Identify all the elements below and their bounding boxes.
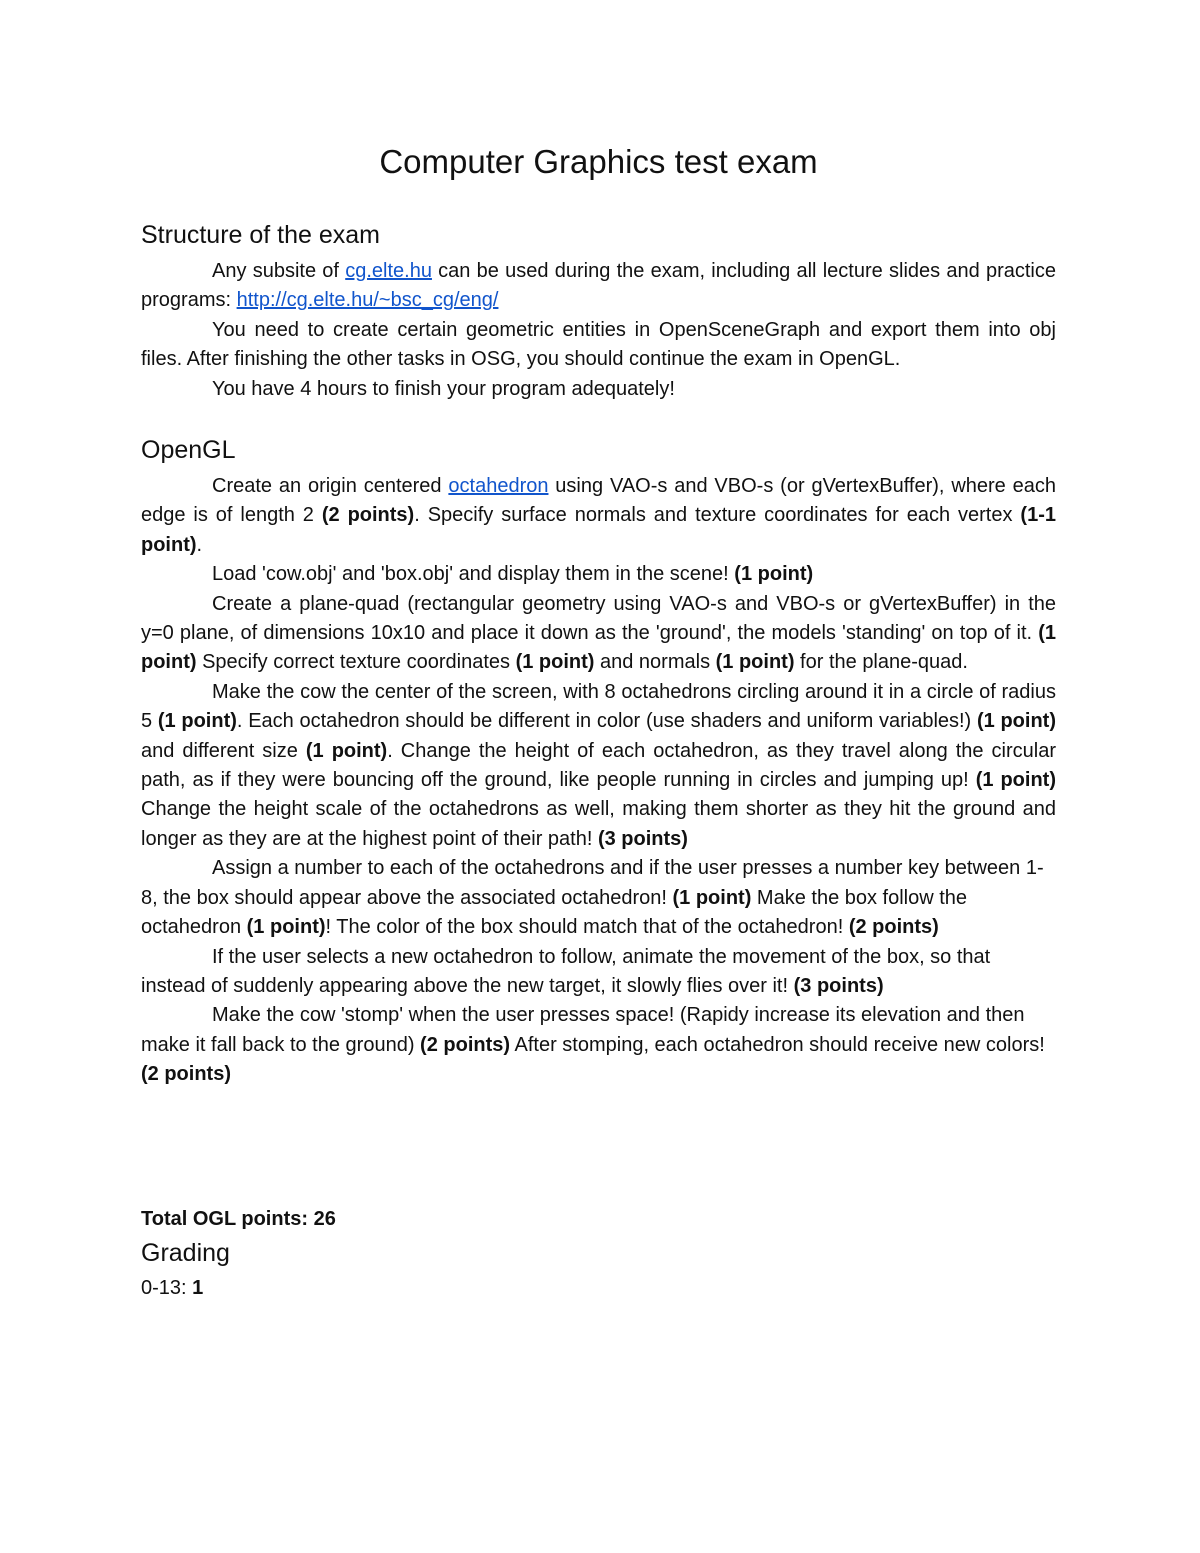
text: Make the box follow the octahedron [141,886,968,939]
bsc-cg-eng-link[interactable]: http://cg.elte.hu/~bsc_cg/eng/ [236,289,499,312]
text: can be used during the exam, including all lecture slides and practice programs: [141,260,1056,312]
points: (1 point) [305,739,388,762]
text: If the user selects a new octahedron to follow, animate the movement of the box, so that instead of suddenly appearing above the new target, it slowly flies over it! [141,945,991,997]
octahedron-link[interactable]: octahedron [448,475,549,497]
structure-paragraph-2: You need to create certain geometric entities in OpenSceneGraph and export them into obj files. After finishing the other tasks in OSG, you should continue the exam in OpenGL. [141,318,1056,371]
grade-value: 1 [192,1277,204,1299]
structure-paragraph-1 [141,257,1056,316]
points: (3 points) [597,827,688,850]
opengl-paragraph-5 [141,854,1056,942]
text: Any subsite of [212,260,346,282]
text: . [196,533,203,556]
text: After stomping, each octahedron should receive new colors! [510,1033,1045,1056]
text: Make the cow 'stomp' when the user presses space! (Rapidy increase its elevation and then make it fall back to the ground) [141,1004,1025,1056]
points: (1 point) [141,622,1056,674]
grade-range: 0-13: [141,1277,193,1299]
structure-paragraph-3: You have 4 hours to finish your program adequately! [212,377,675,400]
grading-heading: Grading [141,1239,230,1267]
points: (1 point) [246,916,326,939]
opengl-heading: OpenGL [141,436,236,464]
opengl-paragraph-4 [141,678,1056,854]
points: (1 point) [715,651,795,674]
text: and normals [594,651,716,674]
grade-row [141,1277,203,1300]
total-points: Total OGL points: 26 [141,1208,336,1230]
text: ! The color of the box should match that of the octahedron! [325,916,849,939]
opengl-paragraph-3 [141,590,1056,678]
text: Specify correct texture coordinates [196,651,516,674]
points: (1 point) [734,563,814,586]
text: using VAO-s and VBO-s (or gVertexBuffer), where each edge is of length 2 [141,475,1057,527]
points: (1 point) [976,710,1056,733]
points: (1 point) [672,886,752,909]
opengl-paragraph-1 [141,472,1056,560]
points: (1 point) [975,769,1056,792]
points: (2 points) [848,916,939,939]
text: Create a plane-quad (rectangular geometry using VAO-s and VBO-s or gVertexBuffer) in the y=0 plane, of dimensions 10x10 and place it down as the 'ground', the models 'standing' on top of it. [141,592,1056,645]
structure-section [141,257,1056,404]
text: Make the cow the center of the screen, with 8 octahedrons circling around it in a circle of radius 5 [141,680,1056,733]
text: . Change the height of each octahedron, as they travel along the circular path, as if they were bouncing off the ground, like people running in circles and jumping up! [141,739,1056,792]
opengl-paragraph-2 [141,560,1056,589]
points: (2 points) [141,1063,231,1086]
text: . Each octahedron should be different in color (use shaders and uniform variables!) [236,710,977,733]
points: (2 points) [420,1033,511,1056]
cg-elte-link[interactable]: cg.elte.hu [345,260,432,282]
text: Load 'cow.obj' and 'box.obj' and display them in the scene! [212,563,735,586]
text: Change the height scale of the octahedrons as well, making them shorter as they hit the ground and longer as they are at the highest point of their path! [141,798,1056,850]
opengl-section [141,472,1056,1090]
document-title: Computer Graphics test exam [379,143,818,180]
opengl-paragraph-6 [141,943,1056,1002]
structure-heading: Structure of the exam [141,221,381,249]
text: for the plane-quad. [794,651,968,674]
points: (1 point) [515,651,595,674]
points: (1 point) [157,710,237,733]
text: and different size [141,739,306,762]
opengl-paragraph-7 [141,1001,1056,1089]
text: Create an origin centered [212,475,449,497]
text: . Specify surface normals and texture coordinates for each vertex [414,504,1021,527]
points: (1-1 point) [141,504,1056,556]
points: (2 points) [321,504,415,527]
points: (3 points) [793,974,884,997]
text: Assign a number to each of the octahedrons and if the user presses a number key between 1-8, the box should appear above the associated octahedron! [141,857,1044,909]
